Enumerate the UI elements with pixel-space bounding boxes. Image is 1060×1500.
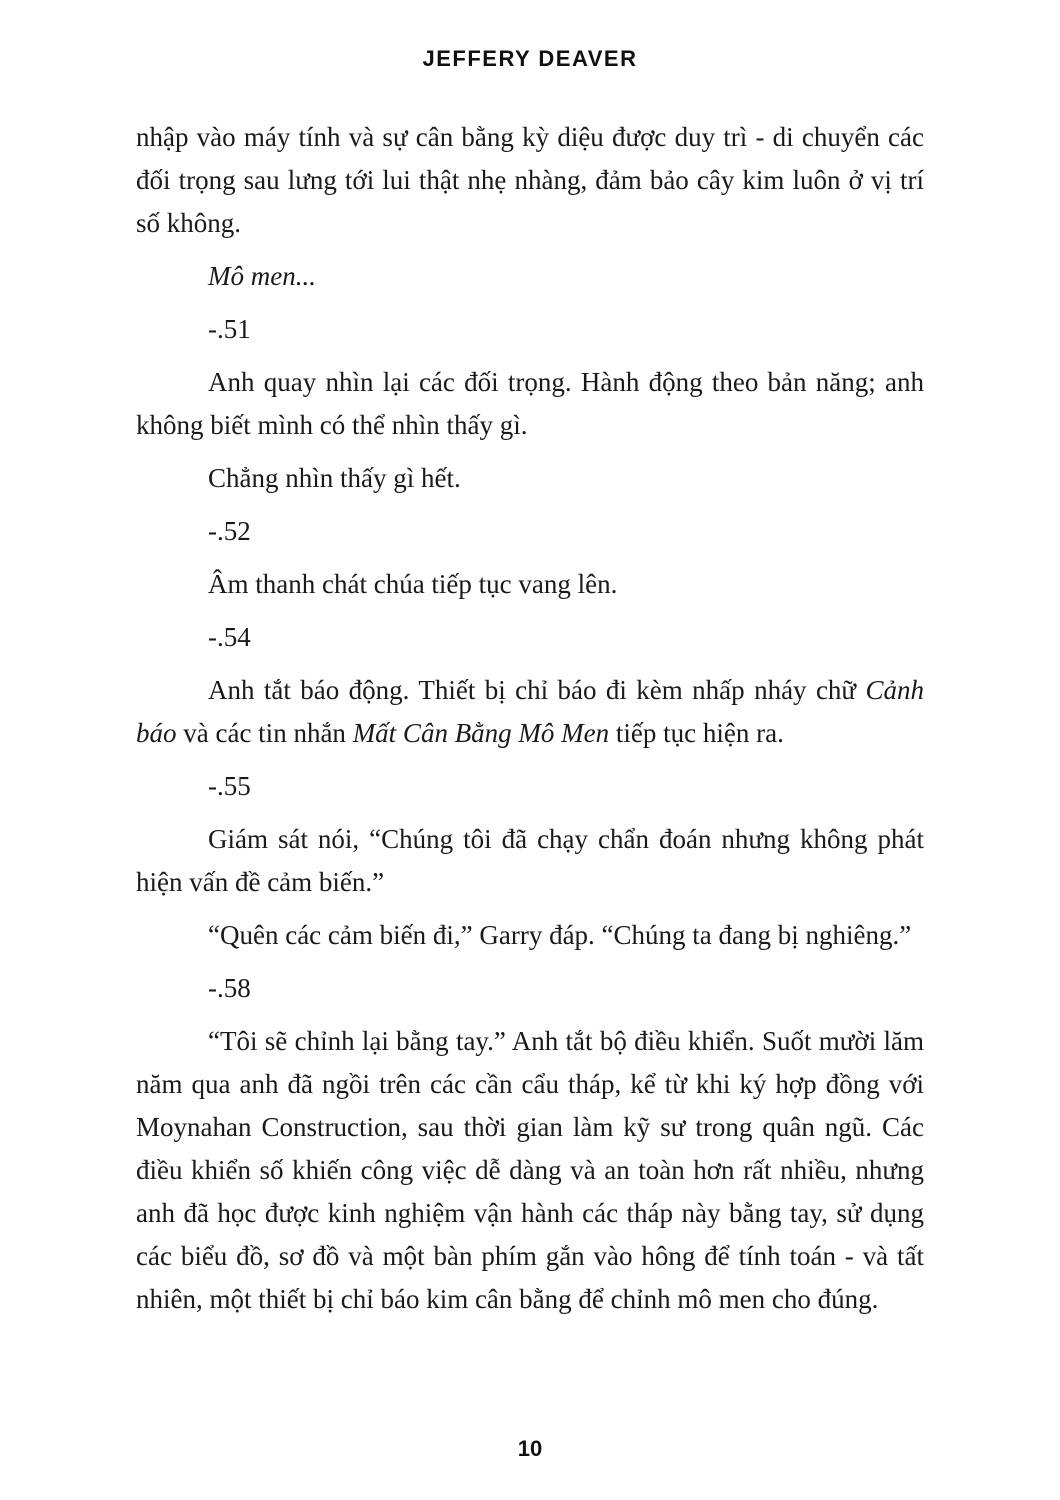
- paragraph: [136, 361, 924, 447]
- running-header: JEFFERY DEAVER: [422, 46, 638, 71]
- page-number: 10: [517, 1436, 543, 1461]
- text-segment: Chẳng nhìn thấy gì hết.: [208, 463, 461, 493]
- text-segment: tiếp tục hiện ra.: [609, 718, 784, 748]
- text-segment: nhập vào máy tính và sự cân bằng kỳ diệu được duy trì - di chuyển các đối trọng sau lưng tới lui thật nhẹ nhàng, đảm bảo cây kim luôn ở vị trí số không.: [136, 122, 924, 238]
- text-segment: Anh tắt báo động. Thiết bị chỉ báo đi kèm nhấp nháy chữ: [208, 675, 866, 705]
- text-segment: Cảnh báo: [136, 675, 924, 748]
- text-segment: -.58: [208, 973, 251, 1003]
- text-segment: “Tôi sẽ chỉnh lại bằng tay.” Anh tắt bộ điều khiển. Suốt mười lăm năm qua anh đã ngồi trên các cần cẩu tháp, kể từ khi ký hợp đồng với Moynahan Construction, sau thời gian làm kỹ sư trong quân ngũ. Các điều khiển số khiến công việc dễ dàng và an toàn hơn rất nhiều, nhưng anh đã học được kinh nghiệm vận hành các tháp này bằng tay, sử dụng các biểu đồ, sơ đồ và một bàn phím gắn vào hông để tính toán - và tất nhiên, một thiết bị chỉ báo kim cân bằng để chỉnh mô men cho đúng.: [136, 1026, 924, 1314]
- paragraph: [136, 967, 924, 1010]
- paragraph: [136, 255, 924, 298]
- paragraph: [136, 457, 924, 500]
- paragraph: [136, 116, 924, 245]
- paragraph: [136, 818, 924, 904]
- paragraph: [136, 616, 924, 659]
- text-segment: và các tin nhắn: [176, 718, 353, 748]
- text-segment: “Quên các cảm biến đi,” Garry đáp. “Chúng ta đang bị nghiêng.”: [208, 920, 912, 950]
- paragraph: [136, 765, 924, 808]
- paragraph: [136, 669, 924, 755]
- text-segment: Âm thanh chát chúa tiếp tục vang lên.: [208, 569, 618, 599]
- paragraph: [136, 510, 924, 553]
- text-segment: -.51: [208, 314, 251, 344]
- paragraph: [136, 914, 924, 957]
- paragraph: [136, 1020, 924, 1321]
- text-segment: -.52: [208, 516, 251, 546]
- text-segment: -.54: [208, 622, 251, 652]
- text-segment: -.55: [208, 771, 251, 801]
- text-segment: Giám sát nói, “Chúng tôi đã chạy chẩn đoán nhưng không phát hiện vấn đề cảm biến.”: [136, 824, 924, 897]
- paragraph: [136, 308, 924, 351]
- paragraph: [136, 563, 924, 606]
- text-segment: Mô men...: [208, 261, 316, 291]
- text-segment: Mất Cân Bằng Mô Men: [352, 718, 610, 748]
- text-segment: Anh quay nhìn lại các đối trọng. Hành động theo bản năng; anh không biết mình có thể nhìn thấy gì.: [136, 367, 924, 440]
- page-body: [136, 116, 924, 1321]
